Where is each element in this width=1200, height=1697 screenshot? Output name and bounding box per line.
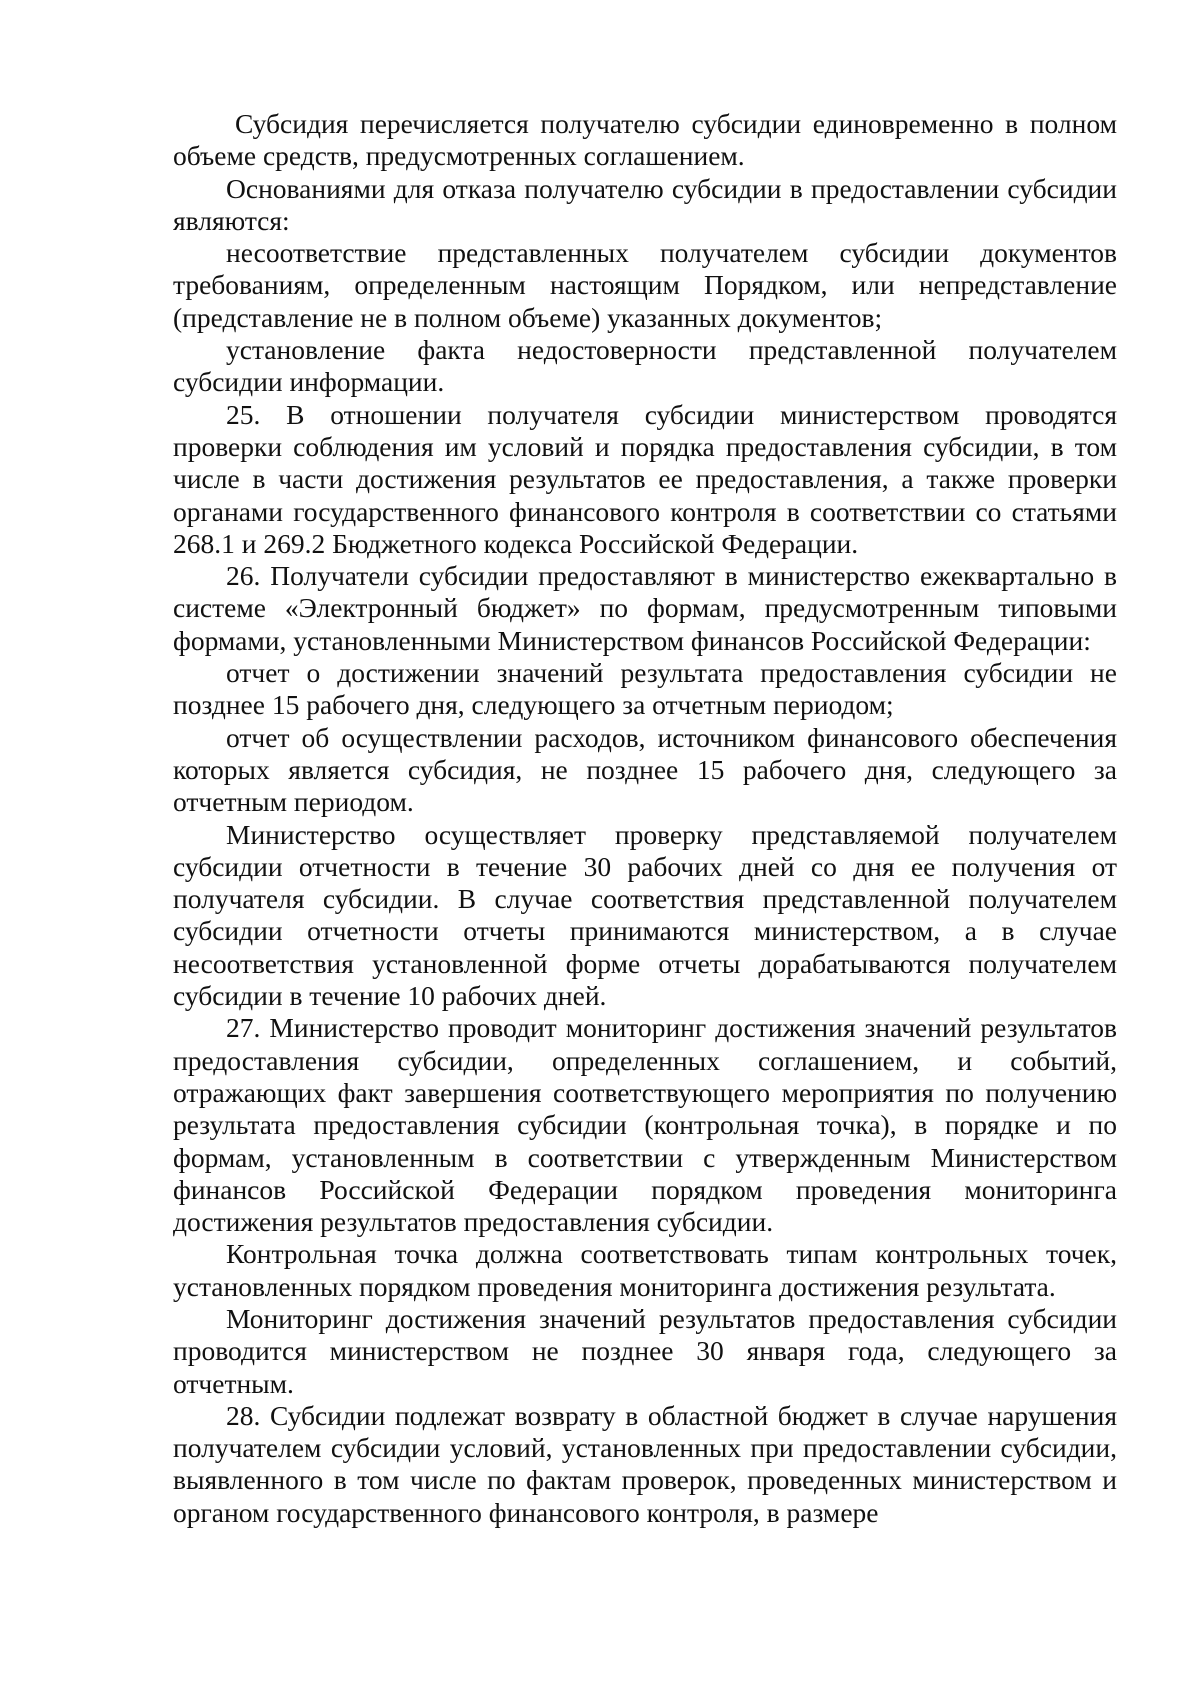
paragraph-report-expenses: отчет об осуществлении расходов, источником финансового обеспечения которых является субсидия, не позднее 15 рабочего дня, следующего за отчетным периодом. bbox=[173, 721, 1117, 818]
paragraph-ministry-check: Министерство осуществляет проверку представляемой получателем субсидии отчетности в течение 30 рабочих дней со дня ее получения от получателя субсидии. В случае соответствия представленной получателем субсидии отчетности отчеты принимаются министерством, а в случае несоответствия установленной форме отчеты дорабатываются получателем субсидии в течение 10 рабочих дней. bbox=[173, 818, 1117, 1012]
paragraph-refusal-information: установление факта недостоверности представленной получателем субсидии информации. bbox=[173, 334, 1117, 398]
paragraph-clause-27: 27. Министерство проводит мониторинг достижения значений результатов предоставления субсидии, определенных соглашением, и событий, отражающих факт завершения соответствующего мероприятия по получению результата предоставления субсидии (контрольная точка), в порядке и по формам, установленным в соответствии с утвержденным Министерством финансов Российской Федерации порядком проведения мониторинга достижения результатов предоставления субсидии. bbox=[173, 1012, 1117, 1238]
paragraph-refusal-documents: несоответствие представленных получателем субсидии документов требованиям, определенным настоящим Порядком, или непредставление (представление не в полном объеме) указанных документов; bbox=[173, 237, 1117, 333]
paragraph-refusal-grounds: Основаниями для отказа получателю субсидии в предоставлении субсидии являются: bbox=[173, 172, 1117, 236]
paragraph-clause-28: 28. Субсидии подлежат возврату в областной бюджет в случае нарушения получателем субсидии условий, установленных при предоставлении субсидии, выявленного в том числе по фактам проверок, проведенных министерством и органом государственного финансового контроля, в размере bbox=[173, 1399, 1117, 1528]
paragraph-control-point: Контрольная точка должна соответствовать типам контрольных точек, установленных порядком проведения мониторинга достижения результата. bbox=[173, 1238, 1117, 1302]
paragraph-subsidy-transfer: Субсидия перечисляется получателю субсидии единовременно в полном объеме средств, предусмотренных соглашением. bbox=[173, 108, 1117, 172]
paragraph-report-results: отчет о достижении значений результата предоставления субсидии не позднее 15 рабочего дня, следующего за отчетным периодом; bbox=[173, 657, 1117, 721]
paragraph-clause-25: 25. В отношении получателя субсидии министерством проводятся проверки соблюдения им условий и порядка предоставления субсидии, в том числе в части достижения результатов ее предоставления, а также проверки органами государственного финансового контроля в соответствии со статьями 268.1 и 269.2 Бюджетного кодекса Российской Федерации. bbox=[173, 398, 1117, 559]
paragraph-monitoring-deadline: Мониторинг достижения значений результатов предоставления субсидии проводится министерством не позднее 30 января года, следующего за отчетным. bbox=[173, 1302, 1117, 1399]
document-page bbox=[173, 108, 1117, 1529]
paragraph-clause-26: 26. Получатели субсидии предоставляют в министерство ежеквартально в системе «Электронный бюджет» по формам, предусмотренным типовыми формами, установленными Министерством финансов Российской Федерации: bbox=[173, 560, 1117, 656]
